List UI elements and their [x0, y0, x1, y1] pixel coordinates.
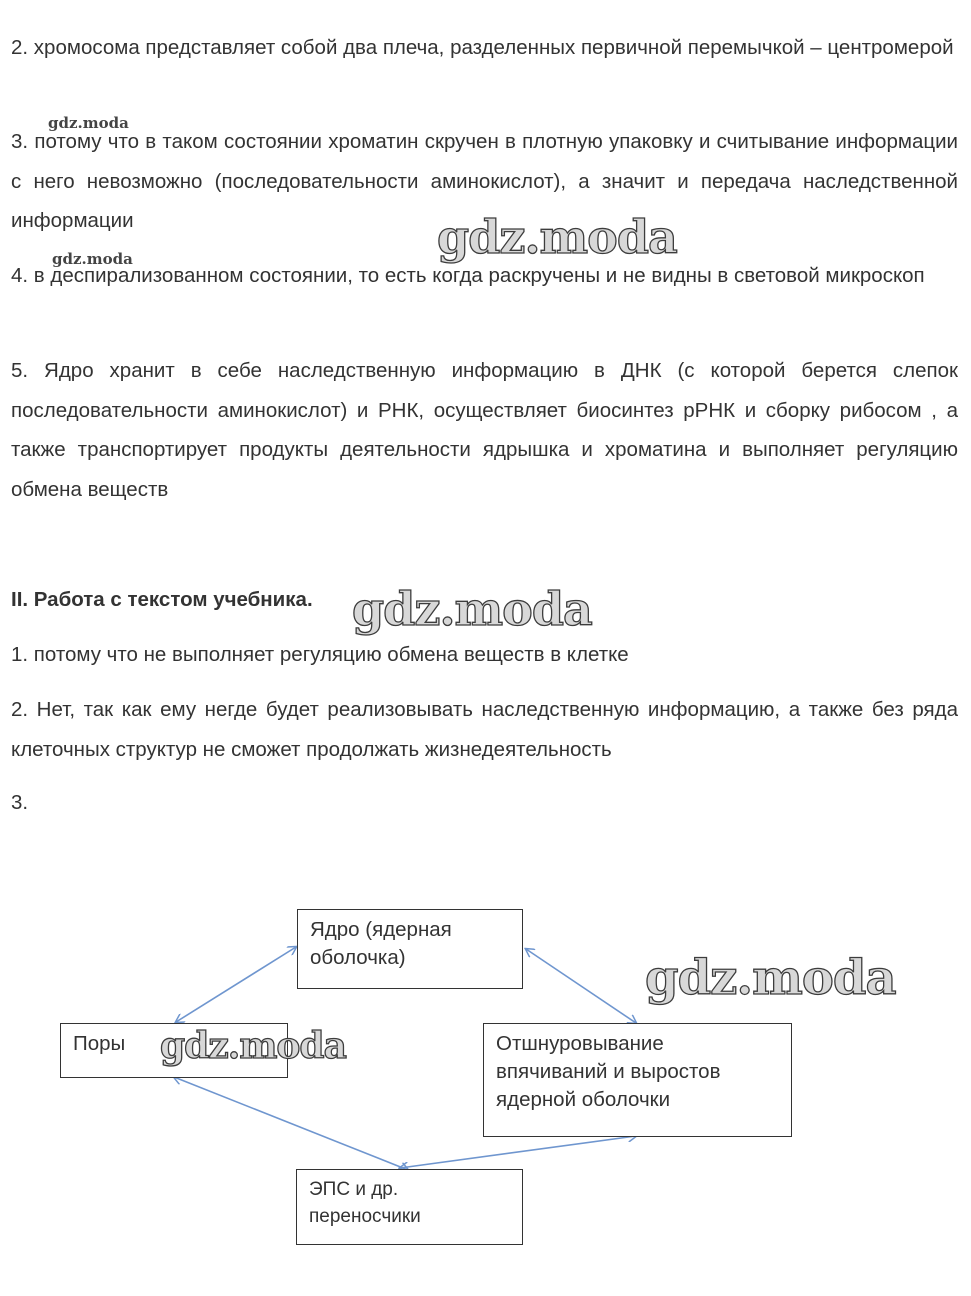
pinching-label: Отшнуровывание впячиваний и выростов ядерной оболочки: [496, 1032, 721, 1111]
er-label: ЭПС и др. переносчики: [309, 1179, 421, 1227]
section2-answer-1: 1. потому что не выполняет регуляцию обмена веществ в клетке: [11, 643, 629, 666]
watermark-4: gdz.moda: [160, 1025, 346, 1067]
pores-label: Поры: [73, 1032, 126, 1055]
pinching-box: [483, 1023, 792, 1137]
er-box: [296, 1169, 523, 1245]
section2-answer-3: 3.: [11, 791, 29, 814]
answer-2: 2. хромосома представляет собой два плеча, разделенных первичной перемычкой – центромерой: [11, 36, 954, 59]
nucleus-label: Ядро (ядерная оболочка): [310, 918, 452, 969]
answer-5: 5. Ядро хранит в себе наследственную информацию в ДНК (с которой берется слепок последовательности аминокислот) и РНК, осуществляет биосинтез рРНК и сборку рибосом , а также транспортирует продукты деятельности ядрышка и хроматина и выполняет регуляцию обмена веществ: [11, 359, 958, 501]
watermark-1: gdz.moda: [437, 210, 677, 264]
arrow-pores-nucleus: [176, 947, 296, 1022]
section-heading: II. Работа с текстом учебника.: [11, 588, 313, 611]
answer-4: 4. в деспирализованном состоянии, то есть когда раскручены и не видны в световой микроскоп: [11, 264, 925, 287]
watermark-small-1: gdz.moda: [48, 114, 129, 132]
watermark-small-2: gdz.moda: [52, 250, 133, 268]
section2-answer-2: 2. Нет, так как ему негде будет реализовывать наследственную информацию, а также без ряда клеточных структур не сможет продолжать жизнедеятельность: [11, 698, 958, 761]
watermark-2: gdz.moda: [352, 582, 592, 636]
arrow-nucleus-pinching: [526, 949, 636, 1023]
watermark-3: gdz.moda: [645, 950, 896, 1006]
arrow-pores-er: [174, 1077, 408, 1170]
answer-3: 3. потому что в таком состоянии хроматин скручен в плотную упаковку и считывание информации с него невозможно (последовательности аминокислот), а значит и передача наследственной информации: [11, 130, 958, 232]
nucleus-box: [297, 909, 523, 989]
arrow-er-pinching: [400, 1136, 636, 1168]
